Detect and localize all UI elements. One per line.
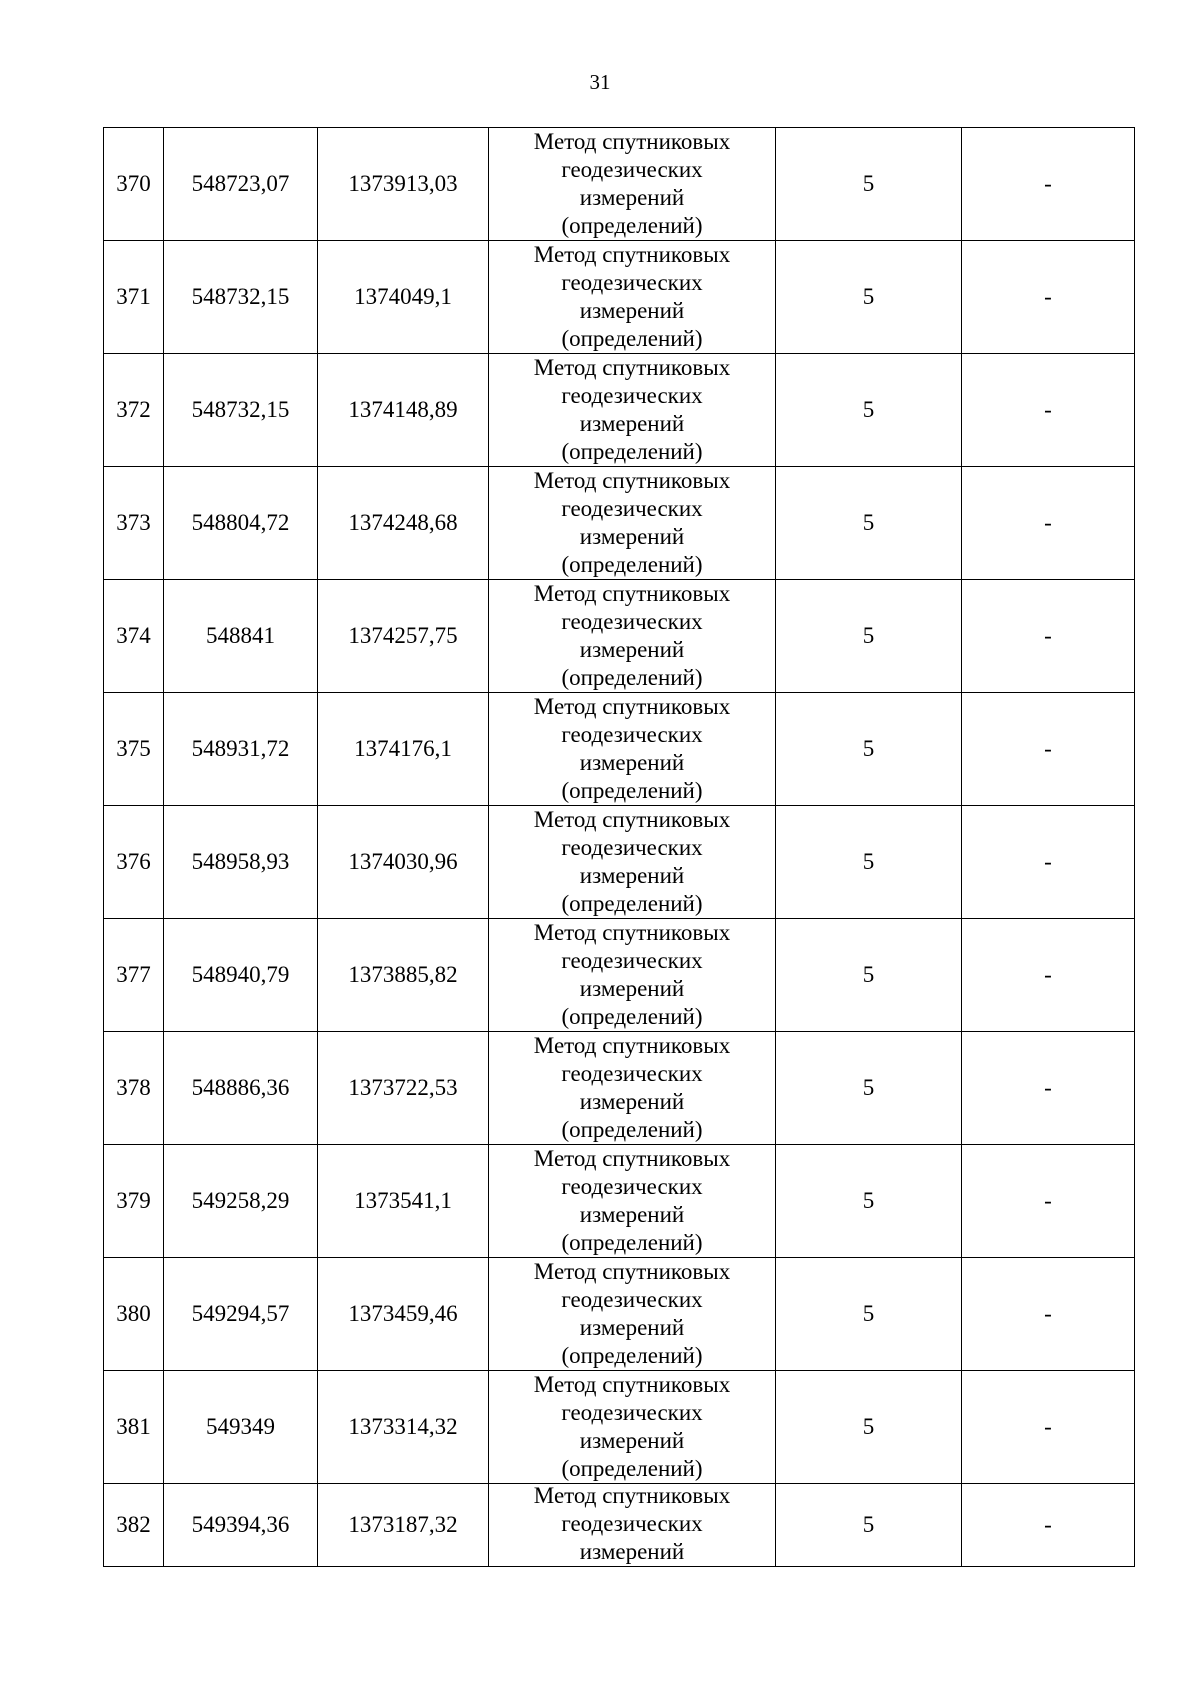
table-row <box>104 693 1135 806</box>
x-coordinate-cell: 548841 <box>164 580 318 693</box>
accuracy-cell: 5 <box>776 354 962 467</box>
x-coordinate-cell: 549294,57 <box>164 1258 318 1371</box>
method-cell <box>489 1032 776 1145</box>
accuracy-cell: 5 <box>776 580 962 693</box>
accuracy-cell: 5 <box>776 1371 962 1484</box>
method-cell <box>489 1258 776 1371</box>
point-number-cell: 370 <box>104 128 164 241</box>
description-cell: - <box>962 919 1135 1032</box>
accuracy-cell: 5 <box>776 806 962 919</box>
y-coordinate-cell: 1373885,82 <box>318 919 489 1032</box>
description-cell: - <box>962 693 1135 806</box>
y-coordinate-cell: 1373722,53 <box>318 1032 489 1145</box>
point-number-cell: 373 <box>104 467 164 580</box>
method-cell <box>489 1484 776 1567</box>
accuracy-cell: 5 <box>776 1484 962 1567</box>
description-cell: - <box>962 354 1135 467</box>
method-cell <box>489 693 776 806</box>
table-row <box>104 1145 1135 1258</box>
y-coordinate-cell: 1374176,1 <box>318 693 489 806</box>
accuracy-cell: 5 <box>776 1145 962 1258</box>
method-text: Метод спутниковых геодезических измерений (определений) <box>533 1146 731 1255</box>
method-cell <box>489 580 776 693</box>
description-cell: - <box>962 1145 1135 1258</box>
y-coordinate-cell: 1374148,89 <box>318 354 489 467</box>
table-row <box>104 354 1135 467</box>
description-cell: - <box>962 1484 1135 1567</box>
table-row <box>104 919 1135 1032</box>
x-coordinate-cell: 548804,72 <box>164 467 318 580</box>
method-text: Метод спутниковых геодезических измерений (определений) <box>533 1372 731 1481</box>
x-coordinate-cell: 548886,36 <box>164 1032 318 1145</box>
method-text: Метод спутниковых геодезических измерений (определений) <box>533 1259 731 1368</box>
x-coordinate-cell: 548732,15 <box>164 241 318 354</box>
method-text: Метод спутниковых геодезических измерений (определений) <box>533 694 731 803</box>
method-text: Метод спутниковых геодезических измерений (определений) <box>533 807 731 916</box>
x-coordinate-cell: 548958,93 <box>164 806 318 919</box>
x-coordinate-cell: 548940,79 <box>164 919 318 1032</box>
accuracy-cell: 5 <box>776 919 962 1032</box>
method-cell <box>489 1371 776 1484</box>
accuracy-cell: 5 <box>776 128 962 241</box>
method-cell <box>489 467 776 580</box>
y-coordinate-cell: 1374248,68 <box>318 467 489 580</box>
table-row <box>104 128 1135 241</box>
method-cell <box>489 919 776 1032</box>
description-cell: - <box>962 467 1135 580</box>
method-text: Метод спутниковых геодезических измерений (определений) <box>533 581 731 690</box>
description-cell: - <box>962 1032 1135 1145</box>
method-text: Метод спутниковых геодезических измерений (определений) <box>533 355 731 464</box>
accuracy-cell: 5 <box>776 467 962 580</box>
accuracy-cell: 5 <box>776 693 962 806</box>
y-coordinate-cell: 1373541,1 <box>318 1145 489 1258</box>
y-coordinate-cell: 1373314,32 <box>318 1371 489 1484</box>
y-coordinate-cell: 1373459,46 <box>318 1258 489 1371</box>
x-coordinate-cell: 548723,07 <box>164 128 318 241</box>
description-cell: - <box>962 128 1135 241</box>
coordinates-table <box>103 127 1135 1567</box>
point-number-cell: 371 <box>104 241 164 354</box>
y-coordinate-cell: 1374257,75 <box>318 580 489 693</box>
method-cell <box>489 806 776 919</box>
y-coordinate-cell: 1373913,03 <box>318 128 489 241</box>
method-text: Метод спутниковых геодезических измерений (определений) <box>533 129 731 238</box>
point-number-cell: 372 <box>104 354 164 467</box>
point-number-cell: 379 <box>104 1145 164 1258</box>
point-number-cell: 382 <box>104 1484 164 1567</box>
y-coordinate-cell: 1374049,1 <box>318 241 489 354</box>
method-text: Метод спутниковых геодезических измерений (определений) <box>533 1033 731 1142</box>
x-coordinate-cell: 548931,72 <box>164 693 318 806</box>
point-number-cell: 374 <box>104 580 164 693</box>
method-cell <box>489 128 776 241</box>
accuracy-cell: 5 <box>776 241 962 354</box>
method-text: Метод спутниковых геодезических измерений <box>533 1483 731 1564</box>
accuracy-cell: 5 <box>776 1258 962 1371</box>
y-coordinate-cell: 1374030,96 <box>318 806 489 919</box>
description-cell: - <box>962 1371 1135 1484</box>
x-coordinate-cell: 549394,36 <box>164 1484 318 1567</box>
table-row <box>104 1032 1135 1145</box>
x-coordinate-cell: 549258,29 <box>164 1145 318 1258</box>
y-coordinate-cell: 1373187,32 <box>318 1484 489 1567</box>
method-cell <box>489 1145 776 1258</box>
x-coordinate-cell: 549349 <box>164 1371 318 1484</box>
table-row <box>104 1258 1135 1371</box>
description-cell: - <box>962 241 1135 354</box>
x-coordinate-cell: 548732,15 <box>164 354 318 467</box>
table-row <box>104 241 1135 354</box>
point-number-cell: 380 <box>104 1258 164 1371</box>
table-row <box>104 806 1135 919</box>
page-number: 31 <box>589 70 611 94</box>
point-number-cell: 375 <box>104 693 164 806</box>
table-row <box>104 467 1135 580</box>
accuracy-cell: 5 <box>776 1032 962 1145</box>
table-row <box>104 580 1135 693</box>
table-row <box>104 1484 1135 1567</box>
method-cell <box>489 241 776 354</box>
method-text: Метод спутниковых геодезических измерений (определений) <box>533 920 731 1029</box>
table-row <box>104 1371 1135 1484</box>
method-text: Метод спутниковых геодезических измерений (определений) <box>533 468 731 577</box>
point-number-cell: 378 <box>104 1032 164 1145</box>
method-text: Метод спутниковых геодезических измерений (определений) <box>533 242 731 351</box>
description-cell: - <box>962 806 1135 919</box>
point-number-cell: 377 <box>104 919 164 1032</box>
point-number-cell: 376 <box>104 806 164 919</box>
method-cell <box>489 354 776 467</box>
description-cell: - <box>962 580 1135 693</box>
description-cell: - <box>962 1258 1135 1371</box>
point-number-cell: 381 <box>104 1371 164 1484</box>
